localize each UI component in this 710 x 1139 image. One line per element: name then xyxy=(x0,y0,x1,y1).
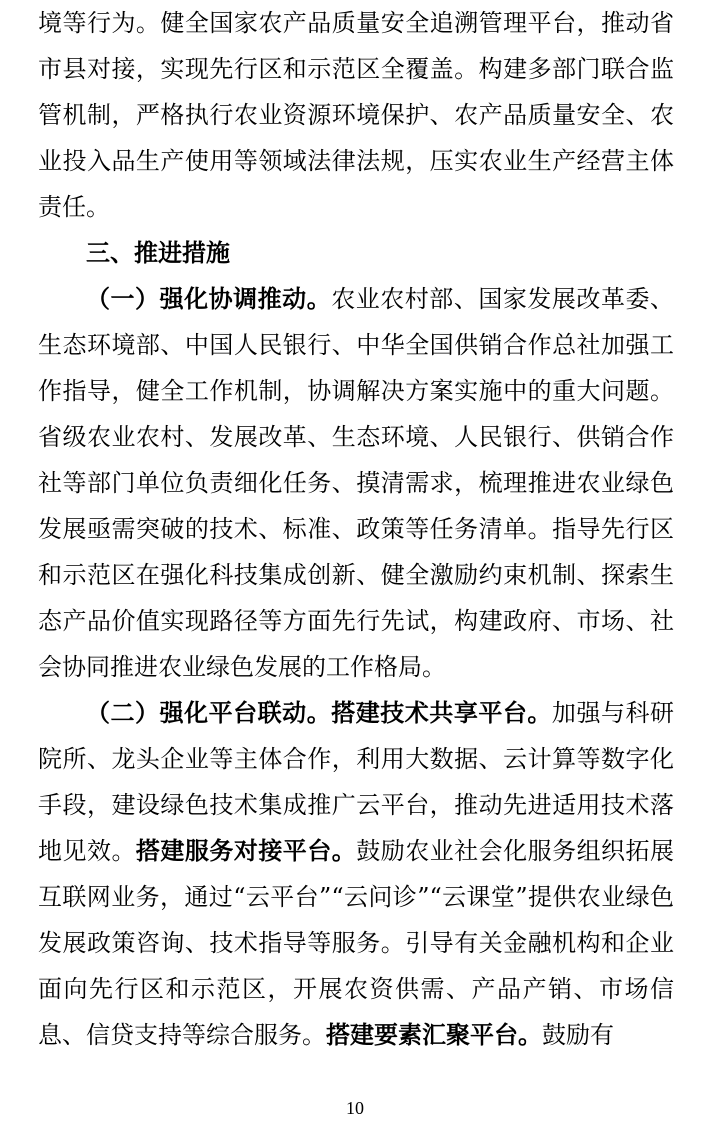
platform-heading-tech: 搭建技术共享平台。 xyxy=(331,698,552,727)
platform-heading-service: 搭建服务对接平台。 xyxy=(135,836,357,865)
subsection-heading-2: （二）强化平台联动。 xyxy=(86,698,332,727)
section-heading: 三、推进措施 xyxy=(86,238,230,267)
platform-text-factor: 鼓励有 xyxy=(542,1021,614,1049)
platform-heading-factor: 搭建要素汇聚平台。 xyxy=(326,1020,542,1049)
paragraph-coordination-text: 农业农村部、国家发展改革委、生态环境部、中国人民银行、中华全国供销合作总社加强工作指导，健全工作机制，协调解决方案实施中的重大问题。省级农业农村、发展改革、生态环境、人民银行、供销合作社等部门单位负责细化任务、摸清需求，梳理推进农业绿色发展亟需突破的技术、标准、政策等任务清单。指导先行区和示范区在强化科技集成创新、健全激励约束机制、探索生态产品价值实现路径等方面先行先试，构建政府、市场、社会协同推进农业绿色发展的工作格局。 xyxy=(38,285,675,681)
paragraph-continuation: 境等行为。健全国家农产品质量安全追溯管理平台，推动省市县对接，实现先行区和示范区全覆盖。构建多部门联合监管机制，严格执行农业资源环境保护、农产品质量安全、农业投入品生产使用等领域法律法规，压实农业生产经营主体责任。 xyxy=(38,9,674,221)
platform-text-tech: 加强与科研院所、龙头企业等主体合作，利用大数据、云计算等数字化手段，建设绿色技术集成推广云平台，推动先进适用技术落地见效。 xyxy=(38,699,675,865)
paragraph-platform xyxy=(38,690,674,1058)
body-text xyxy=(38,0,674,1058)
page-number: 10 xyxy=(346,1098,364,1118)
subsection-heading-1: （一）强化协调推动。 xyxy=(86,284,332,313)
platform-text-service: 鼓励农业社会化服务组织拓展互联网业务，通过“云平台”“云问诊”“云课堂”提供农业绿色发展政策咨询、技术指导等服务。引导有关金融机构和企业面向先行区和示范区，开展农资供需、产品产销、市场信息、信贷支持等综合服务。 xyxy=(38,837,675,1049)
paragraph-coordination xyxy=(38,276,674,690)
